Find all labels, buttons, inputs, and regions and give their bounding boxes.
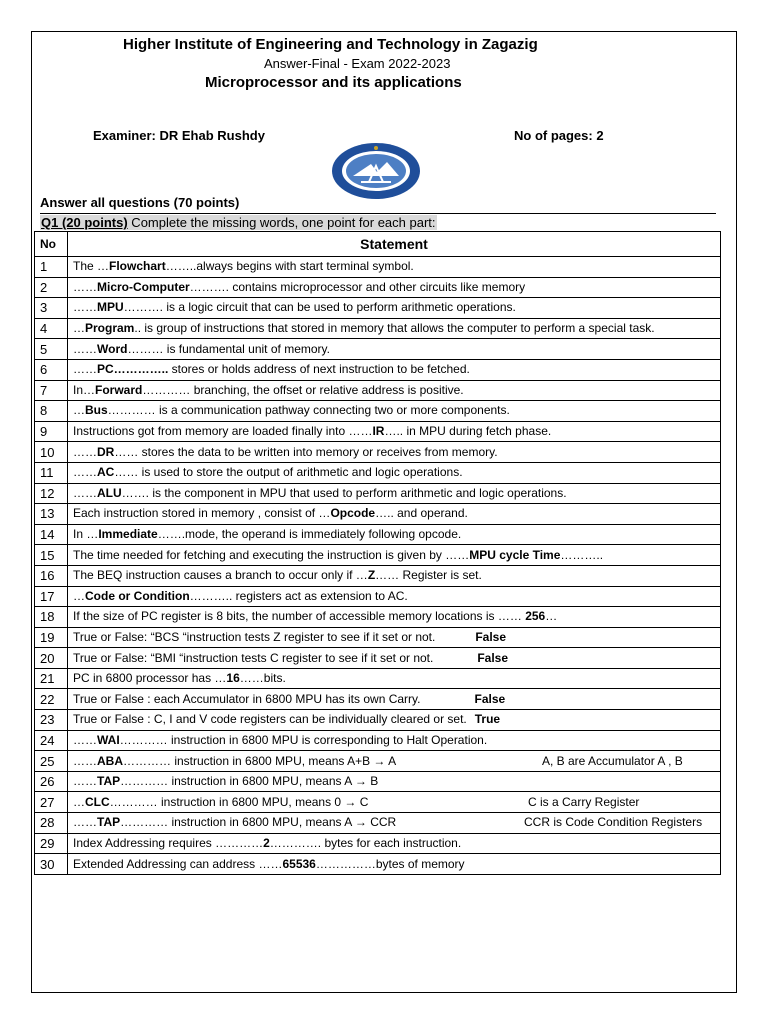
statement-text: ……..always begins with start terminal symbol. bbox=[165, 259, 414, 274]
answer-value: False bbox=[475, 629, 507, 644]
statement-cell bbox=[68, 524, 721, 545]
answer-word: Micro-Computer bbox=[97, 279, 190, 294]
statement-text: …… is used to store the output of arithmetic and logic operations. bbox=[114, 465, 463, 480]
statement-text: …… bbox=[73, 485, 97, 500]
table-row bbox=[35, 689, 721, 710]
row-number: 30 bbox=[35, 854, 68, 875]
answer-word: AC bbox=[97, 465, 115, 480]
statement-text: …… bbox=[73, 300, 97, 315]
statement-cell bbox=[68, 730, 721, 751]
statement-text: True or False: “BMI “instruction tests C register to see if it set or not. bbox=[73, 650, 434, 665]
answer-word: IR bbox=[372, 424, 385, 439]
statement-text: Each instruction stored in memory , consist of … bbox=[73, 506, 331, 521]
table-row bbox=[35, 257, 721, 278]
statement-text: …… bbox=[73, 815, 97, 830]
column-header-statement: Statement bbox=[68, 232, 721, 257]
statement-text: PC in 6800 processor has … bbox=[73, 671, 227, 686]
row-number: 16 bbox=[35, 565, 68, 586]
statement-cell bbox=[68, 607, 721, 628]
statement-cell bbox=[68, 298, 721, 319]
statement-text: ………… instruction in 6800 MPU, means A → CCR bbox=[120, 815, 397, 830]
course-title: Microprocessor and its applications bbox=[205, 74, 462, 91]
statement-text: ………… branching, the offset or relative address is positive. bbox=[142, 382, 464, 397]
table-row bbox=[35, 565, 721, 586]
row-number: 21 bbox=[35, 668, 68, 689]
statement-text: … bbox=[73, 588, 85, 603]
statement-cell bbox=[68, 668, 721, 689]
answer-word: MPU bbox=[97, 300, 124, 315]
statement-text: ………… instruction in 6800 MPU is corresponding to Halt Operation. bbox=[119, 732, 488, 747]
row-number: 12 bbox=[35, 483, 68, 504]
statement-text: …….mode, the operand is immediately following opcode. bbox=[157, 527, 462, 542]
statement-text: … bbox=[73, 794, 85, 809]
statement-cell bbox=[68, 257, 721, 278]
statement-cell bbox=[68, 627, 721, 648]
statement-text: …… bbox=[73, 444, 97, 459]
table-row bbox=[35, 442, 721, 463]
divider bbox=[40, 213, 716, 214]
table-row bbox=[35, 751, 721, 772]
statement-text: ………. contains microprocessor and other circuits like memory bbox=[189, 279, 526, 294]
statement-text: In … bbox=[73, 527, 99, 542]
table-row bbox=[35, 833, 721, 854]
statement-text: …… bbox=[73, 753, 97, 768]
answer-word: WAI bbox=[97, 732, 120, 747]
row-number: 24 bbox=[35, 730, 68, 751]
statement-text: … bbox=[545, 609, 558, 624]
exam-title: Answer-Final - Exam 2022-2023 bbox=[264, 56, 451, 71]
statement-cell bbox=[68, 277, 721, 298]
table-row bbox=[35, 648, 721, 669]
answer-word: Program bbox=[85, 321, 135, 336]
statement-text: …… Register is set. bbox=[375, 568, 482, 583]
table-row bbox=[35, 710, 721, 731]
answer-word: 2 bbox=[263, 835, 270, 850]
institute-name: Higher Institute of Engineering and Technology in Zagazig bbox=[123, 36, 538, 53]
statement-text: …… stores the data to be written into memory or receives from memory. bbox=[114, 444, 498, 459]
statement-text: If the size of PC register is 8 bits, the number of accessible memory locations is …… bbox=[73, 609, 526, 624]
table-row bbox=[35, 627, 721, 648]
answer-value: False bbox=[474, 691, 506, 706]
statement-text: ……. is the component in MPU that used to perform arithmetic and logic operations. bbox=[121, 485, 567, 500]
statement-text: ….. in MPU during fetch phase. bbox=[384, 424, 552, 439]
statement-text: …… bbox=[73, 341, 97, 356]
row-number: 9 bbox=[35, 421, 68, 442]
statement-text: True or False: “BCS “instruction tests Z register to see if it set or not. bbox=[73, 629, 436, 644]
table-row bbox=[35, 813, 721, 834]
row-note: C is a Carry Register bbox=[528, 794, 640, 809]
table-row bbox=[35, 668, 721, 689]
statement-text: … bbox=[73, 403, 85, 418]
statement-cell bbox=[68, 483, 721, 504]
row-number: 27 bbox=[35, 792, 68, 813]
row-number: 1 bbox=[35, 257, 68, 278]
statement-cell bbox=[68, 813, 721, 834]
statement-cell bbox=[68, 751, 721, 772]
row-number: 29 bbox=[35, 833, 68, 854]
row-number: 8 bbox=[35, 401, 68, 422]
row-note: CCR is Code Condition Registers bbox=[524, 815, 703, 830]
institute-logo bbox=[331, 142, 421, 200]
row-number: 26 bbox=[35, 771, 68, 792]
row-number: 14 bbox=[35, 524, 68, 545]
answer-word: Word bbox=[97, 341, 128, 356]
table-row bbox=[35, 462, 721, 483]
page-count: No of pages: 2 bbox=[514, 128, 604, 143]
statement-text: ……………bytes of memory bbox=[315, 856, 465, 871]
answer-word: Flowchart bbox=[109, 259, 166, 274]
statement-text: In… bbox=[73, 382, 96, 397]
statement-cell bbox=[68, 565, 721, 586]
answer-word: 65536 bbox=[282, 856, 316, 871]
table-row bbox=[35, 359, 721, 380]
table-row bbox=[35, 771, 721, 792]
row-number: 3 bbox=[35, 298, 68, 319]
row-number: 18 bbox=[35, 607, 68, 628]
statement-cell bbox=[68, 462, 721, 483]
statement-text: ………. is a logic circuit that can be used to perform arithmetic operations. bbox=[123, 300, 516, 315]
statement-text: The BEQ instruction causes a branch to occur only if … bbox=[73, 568, 368, 583]
statement-text: …… bbox=[73, 732, 97, 747]
answer-word: TAP bbox=[97, 815, 121, 830]
statement-text: ……….. registers act as extension to AC. bbox=[189, 588, 408, 603]
statement-cell bbox=[68, 648, 721, 669]
question-title: Q1 (20 points) bbox=[41, 215, 128, 230]
table-row bbox=[35, 277, 721, 298]
statement-cell bbox=[68, 339, 721, 360]
answer-word: ALU bbox=[97, 485, 122, 500]
row-number: 25 bbox=[35, 751, 68, 772]
statement-text: True or False : each Accumulator in 6800 MPU has its own Carry. bbox=[73, 691, 421, 706]
answer-word: PC………….. bbox=[97, 362, 169, 377]
statement-cell bbox=[68, 359, 721, 380]
statement-text: ……bits. bbox=[239, 671, 286, 686]
statement-cell bbox=[68, 689, 721, 710]
statement-text: True or False : C, I and V code registers can be individually cleared or set. bbox=[73, 712, 467, 727]
statement-text: stores or holds address of next instruction to be fetched. bbox=[168, 362, 470, 377]
row-number: 7 bbox=[35, 380, 68, 401]
statement-text: ….. and operand. bbox=[375, 506, 468, 521]
answer-word: MPU cycle Time bbox=[469, 547, 561, 562]
row-number: 5 bbox=[35, 339, 68, 360]
answer-value: False bbox=[477, 650, 509, 665]
answer-word: TAP bbox=[97, 774, 121, 789]
table-row bbox=[35, 854, 721, 875]
row-number: 23 bbox=[35, 710, 68, 731]
answer-word: DR bbox=[97, 444, 115, 459]
statement-text: ………… is a communication pathway connecting two or more components. bbox=[107, 403, 510, 418]
row-number: 20 bbox=[35, 648, 68, 669]
answer-word: Z bbox=[367, 568, 376, 583]
statement-cell bbox=[68, 586, 721, 607]
table-row bbox=[35, 607, 721, 628]
statement-text: …… bbox=[73, 774, 97, 789]
answer-word: Immediate bbox=[98, 527, 158, 542]
statement-cell bbox=[68, 792, 721, 813]
statement-cell bbox=[68, 421, 721, 442]
statement-text: The time needed for fetching and executing the instruction is given by …… bbox=[73, 547, 470, 562]
statement-cell bbox=[68, 504, 721, 525]
row-number: 2 bbox=[35, 277, 68, 298]
statement-cell bbox=[68, 318, 721, 339]
row-number: 28 bbox=[35, 813, 68, 834]
table-row bbox=[35, 524, 721, 545]
statement-text: Instructions got from memory are loaded finally into …… bbox=[73, 424, 373, 439]
row-number: 10 bbox=[35, 442, 68, 463]
statement-text: ………… instruction in 6800 MPU, means A → B bbox=[120, 774, 379, 789]
row-number: 22 bbox=[35, 689, 68, 710]
answer-word: Bus bbox=[85, 403, 108, 418]
table-row bbox=[35, 730, 721, 751]
table-row bbox=[35, 318, 721, 339]
table-row bbox=[35, 792, 721, 813]
statement-text: …… bbox=[73, 279, 97, 294]
answer-value: True bbox=[474, 712, 501, 727]
statement-text: ………… instruction in 6800 MPU, means 0 → C bbox=[109, 794, 369, 809]
answer-word: Code or Condition bbox=[85, 588, 190, 603]
statement-text: …………. bytes for each instruction. bbox=[269, 835, 462, 850]
row-number: 19 bbox=[35, 627, 68, 648]
statement-cell bbox=[68, 442, 721, 463]
answer-word: Opcode bbox=[330, 506, 376, 521]
statement-cell bbox=[68, 545, 721, 566]
answer-word: CLC bbox=[85, 794, 110, 809]
statement-text: ……….. bbox=[560, 547, 604, 562]
table-row bbox=[35, 586, 721, 607]
table-row bbox=[35, 483, 721, 504]
statement-cell bbox=[68, 710, 721, 731]
column-header-no: No bbox=[35, 232, 68, 257]
table-row bbox=[35, 380, 721, 401]
row-number: 13 bbox=[35, 504, 68, 525]
statement-cell bbox=[68, 401, 721, 422]
examiner-name: Examiner: DR Ehab Rushdy bbox=[93, 128, 265, 143]
statement-text: ……… is fundamental unit of memory. bbox=[127, 341, 330, 356]
table-header-row bbox=[35, 232, 721, 257]
table-row bbox=[35, 421, 721, 442]
row-note: A, B are Accumulator A , B bbox=[542, 753, 683, 768]
instructions: Answer all questions (70 points) bbox=[40, 195, 240, 210]
answer-word: 16 bbox=[226, 671, 240, 686]
answer-word: Forward bbox=[95, 382, 143, 397]
statement-cell bbox=[68, 380, 721, 401]
question-text: Complete the missing words, one point for each part: bbox=[127, 215, 436, 230]
statement-text: …… bbox=[73, 362, 97, 377]
statement-text: ………… instruction in 6800 MPU, means A+B → A bbox=[123, 753, 397, 768]
statement-text: Index Addressing requires ………… bbox=[73, 835, 264, 850]
statement-cell bbox=[68, 854, 721, 875]
answer-word: ABA bbox=[97, 753, 123, 768]
row-number: 17 bbox=[35, 586, 68, 607]
statement-cell bbox=[68, 771, 721, 792]
statement-text: The … bbox=[73, 259, 110, 274]
table-row bbox=[35, 339, 721, 360]
table-row bbox=[35, 298, 721, 319]
table-row bbox=[35, 545, 721, 566]
statement-text: Extended Addressing can address …… bbox=[73, 856, 283, 871]
row-number: 4 bbox=[35, 318, 68, 339]
statement-cell bbox=[68, 833, 721, 854]
table-row bbox=[35, 401, 721, 422]
row-number: 6 bbox=[35, 359, 68, 380]
question-heading bbox=[40, 215, 437, 230]
answer-word: 256 bbox=[525, 609, 546, 624]
row-number: 15 bbox=[35, 545, 68, 566]
table-row bbox=[35, 504, 721, 525]
statement-text: … bbox=[73, 321, 85, 336]
answers-table bbox=[34, 231, 721, 875]
statement-text: .. is group of instructions that stored in memory that allows the computer to perform a special task. bbox=[134, 321, 655, 336]
row-number: 11 bbox=[35, 462, 68, 483]
statement-text: …… bbox=[73, 465, 97, 480]
